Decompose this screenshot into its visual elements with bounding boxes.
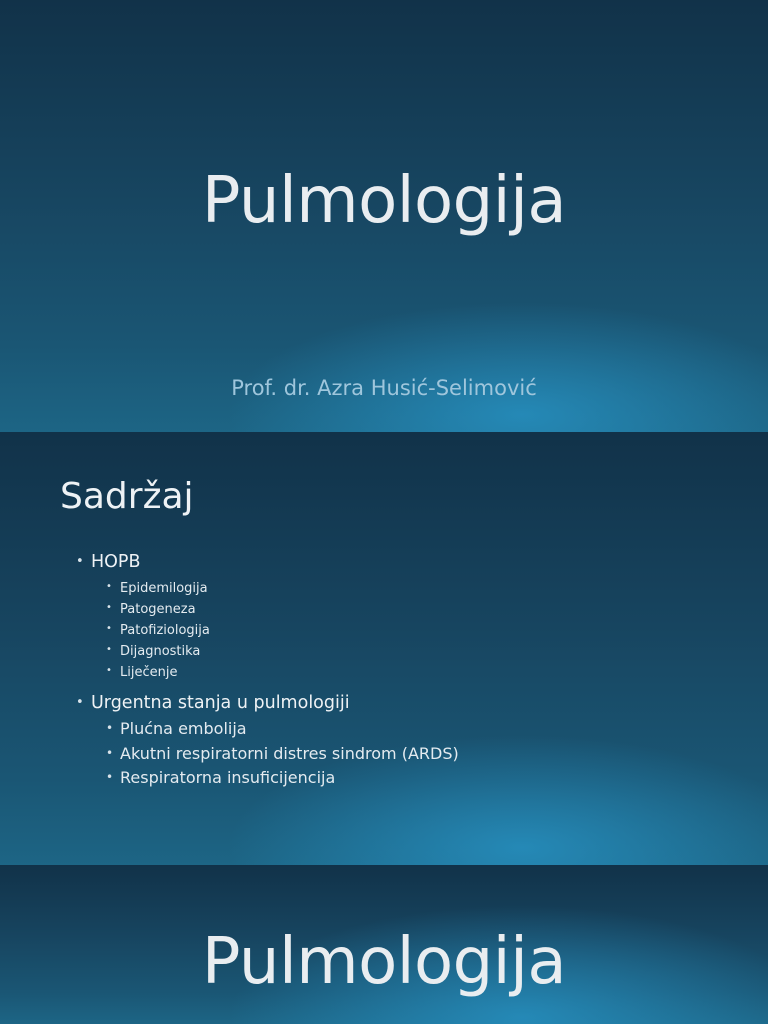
contents-title: Sadržaj <box>60 476 194 517</box>
contents-item-label: HOPB <box>91 552 141 572</box>
contents-subitem <box>106 620 459 641</box>
title-slide <box>0 0 768 432</box>
contents-subitem <box>106 578 459 599</box>
contents-subitem-label: Dijagnostika <box>120 644 201 659</box>
contents-list <box>76 550 459 791</box>
contents-item-urgentna-stanja <box>76 691 459 791</box>
contents-sublist <box>91 578 459 683</box>
contents-subitem-label: Respiratorna insuficijencija <box>120 768 336 787</box>
contents-subitem-label: Plućna embolija <box>120 719 247 738</box>
contents-subitem <box>106 766 459 791</box>
bullet-icon: • <box>106 581 112 592</box>
contents-subitem-label: Patogeneza <box>120 602 196 617</box>
bullet-icon: • <box>106 721 114 735</box>
contents-subitem <box>106 662 459 683</box>
bullet-icon: • <box>106 602 112 613</box>
bullet-icon: • <box>106 665 112 676</box>
contents-subitem-label: Patofiziologija <box>120 623 210 638</box>
slide-title: Pulmologija <box>201 164 567 238</box>
contents-subitem-label: Liječenje <box>120 665 178 680</box>
title-slide-repeat <box>0 865 768 1024</box>
bullet-icon: • <box>106 745 114 760</box>
contents-subitem <box>106 641 459 662</box>
slide-title: Pulmologija <box>201 925 567 999</box>
contents-subitem <box>106 742 459 767</box>
contents-subitem-label: Akutni respiratorni distres sindrom (ARDS) <box>120 743 459 763</box>
contents-item-label: Urgentna stanja u pulmologiji <box>91 693 350 713</box>
bullet-icon: • <box>106 644 112 655</box>
contents-item-hopb <box>76 550 459 683</box>
slide-subtitle: Prof. dr. Azra Husić-Selimović <box>231 376 537 400</box>
contents-subitem <box>106 599 459 620</box>
bullet-icon: • <box>76 554 84 569</box>
bullet-icon: • <box>106 623 112 634</box>
contents-slide <box>0 432 768 865</box>
bullet-icon: • <box>76 695 84 710</box>
contents-subitem-label: Epidemilogija <box>120 581 208 596</box>
bullet-icon: • <box>106 770 114 784</box>
contents-sublist <box>91 717 459 791</box>
contents-subitem <box>106 717 459 742</box>
